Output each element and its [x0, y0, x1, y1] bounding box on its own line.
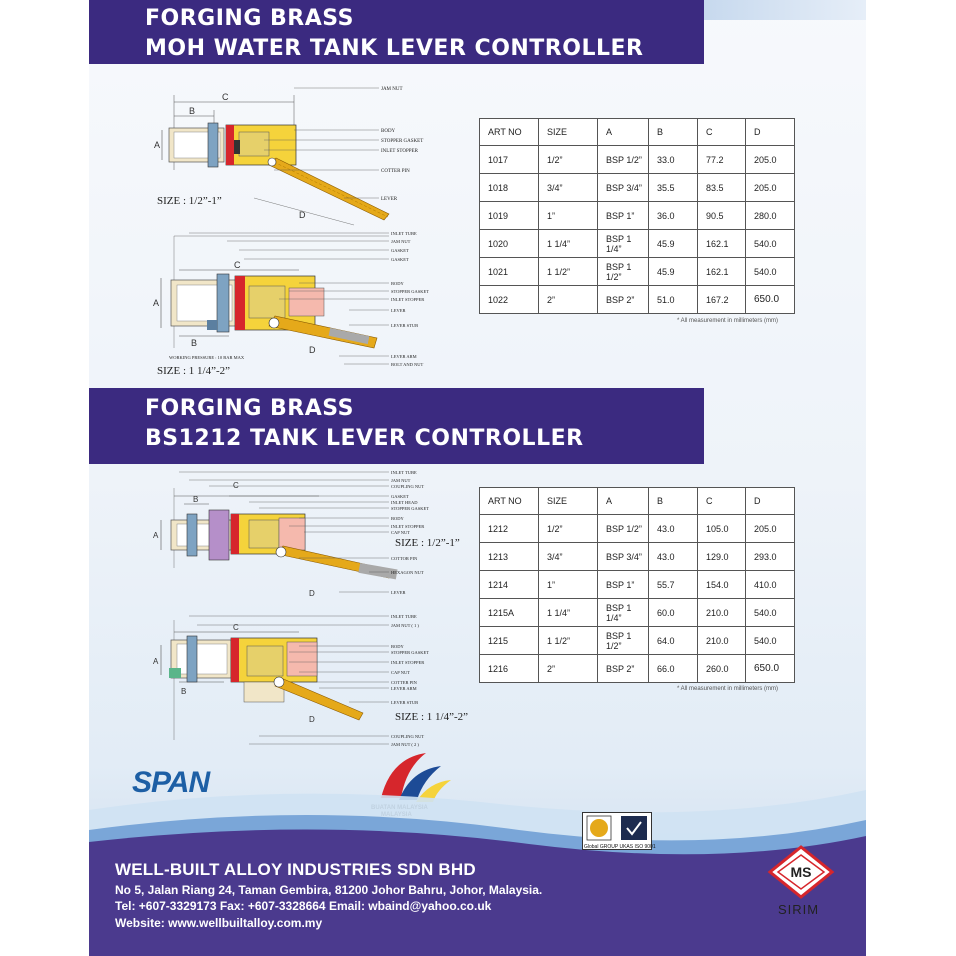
dim-a: A — [153, 298, 160, 308]
dim-d: D — [309, 345, 316, 355]
section2-diagram-small — [149, 468, 449, 603]
callout-body: BODY — [381, 129, 396, 134]
callout-inlet-stopper: INLET STOPPER — [391, 297, 425, 302]
col-a: A — [598, 119, 649, 146]
col-art-no: ART NO — [480, 119, 539, 146]
table-row — [480, 146, 795, 174]
dim-d: D — [299, 210, 306, 220]
dim-b: B — [193, 495, 199, 504]
iso-certification-text: Global GROUP UKAS ISO 9001 — [584, 844, 656, 850]
cell: 105.0 — [698, 515, 746, 543]
section1-diagram-large — [149, 228, 439, 373]
section2-size-label-large: SIZE : 1 1/4”-2” — [395, 711, 469, 723]
section2-title-line1: FORGING BRASS — [145, 396, 354, 421]
cell: 280.0 — [746, 202, 795, 230]
section2-banner — [89, 388, 704, 464]
section1-size-label-large: SIZE : 1 1/4”-2” — [157, 365, 231, 377]
callout-jam-nut-2: JAM NUT ( 2 ) — [391, 742, 419, 747]
cell: BSP 1” — [598, 202, 649, 230]
brochure-page — [89, 0, 866, 956]
callout-jam-nut: JAM NUT — [391, 478, 411, 483]
callout-lever-stub: LEVER STUB — [391, 323, 419, 328]
span-logo: SPAN — [132, 766, 210, 799]
callout-cotter-pin: COTTER PIN — [391, 680, 417, 685]
dim-d: D — [309, 715, 315, 724]
cell: 1215 — [480, 627, 539, 655]
col-b: B — [649, 119, 698, 146]
callout-gasket: GASKET — [391, 494, 409, 499]
cell: 1213 — [480, 543, 539, 571]
cell: 45.9 — [649, 258, 698, 286]
cell: 129.0 — [698, 543, 746, 571]
col-a: A — [598, 488, 649, 515]
table-row — [480, 655, 795, 683]
dim-c: C — [234, 260, 241, 270]
dim-c: C — [233, 623, 239, 632]
cell: BSP 1/2” — [598, 515, 649, 543]
callout-inlet-tube: INLET TUBE — [391, 614, 417, 619]
cell: 1021 — [480, 258, 539, 286]
cell: 1018 — [480, 174, 539, 202]
dim-a: A — [153, 657, 159, 666]
cell: BSP 2” — [598, 286, 649, 314]
callout-coupling-nut: COUPLING NUT — [391, 734, 425, 739]
cell: 1017 — [480, 146, 539, 174]
cell: 83.5 — [698, 174, 746, 202]
cell: 60.0 — [649, 599, 698, 627]
cell: 51.0 — [649, 286, 698, 314]
cell: 154.0 — [698, 571, 746, 599]
cell: 540.0 — [746, 627, 795, 655]
cell: 1216 — [480, 655, 539, 683]
cell: 3/4” — [539, 543, 598, 571]
cell: 162.1 — [698, 258, 746, 286]
cell: 540.0 — [746, 258, 795, 286]
col-art-no: ART NO — [480, 488, 539, 515]
callout-stopper-gasket: STOPPER GASKET — [381, 139, 424, 144]
cell: 1 1/2” — [539, 627, 598, 655]
cell: 2” — [539, 655, 598, 683]
section1-banner — [89, 0, 704, 64]
cell: 1 1/4” — [539, 230, 598, 258]
cell: 66.0 — [649, 655, 698, 683]
callout-inlet-stopper: INLET STOPPER — [381, 149, 418, 154]
table-row — [480, 174, 795, 202]
cell: 1” — [539, 202, 598, 230]
cell: 1215A — [480, 599, 539, 627]
callout-lever-stub: LEVER STUB — [391, 700, 419, 705]
cell: 1020 — [480, 230, 539, 258]
callout-stopper-gasket: STOPPER GASKET — [391, 650, 430, 655]
section2-table-note: * All measurement in millimeters (mm) — [677, 686, 779, 692]
table-row — [480, 286, 795, 314]
section1-diagram-small — [144, 80, 434, 230]
cell: 167.2 — [698, 286, 746, 314]
cell: BSP 1 1/2” — [598, 627, 649, 655]
cell: BSP 1 1/4” — [598, 230, 649, 258]
cell: 210.0 — [698, 599, 746, 627]
table-row — [480, 599, 795, 627]
callout-stopper-gasket: STOPPER GASKET — [391, 506, 430, 511]
section2-size-label-small: SIZE : 1/2”-1” — [395, 537, 460, 549]
company-address: No 5, Jalan Riang 24, Taman Gembira, 81200 Johor Bahru, Johor, Malaysia. — [115, 883, 543, 897]
ms-sirim-logo-icon — [766, 843, 836, 901]
table-row — [480, 543, 795, 571]
cell: 45.9 — [649, 230, 698, 258]
section1-table-note: * All measurement in millimeters (mm) — [677, 318, 779, 324]
cell: 1022 — [480, 286, 539, 314]
company-contact: Tel: +607-3329173 Fax: +607-3328664 Email: wbaind@yahoo.co.uk — [115, 899, 492, 913]
table-row — [480, 515, 795, 543]
col-c: C — [698, 488, 746, 515]
cell: 650.0 — [746, 286, 795, 314]
col-size: SIZE — [539, 119, 598, 146]
col-size: SIZE — [539, 488, 598, 515]
dim-d: D — [309, 589, 315, 598]
cell: BSP 2” — [598, 655, 649, 683]
cell: 1214 — [480, 571, 539, 599]
col-d: D — [746, 119, 795, 146]
table-row — [480, 627, 795, 655]
table-header-row — [480, 119, 795, 146]
section2-title-line2: BS1212 TANK LEVER CONTROLLER — [145, 426, 584, 451]
callout-lever: LEVER — [391, 308, 406, 313]
cell: 650.0 — [746, 655, 795, 683]
section1-spec-table — [479, 118, 795, 314]
cell: 293.0 — [746, 543, 795, 571]
cell: 90.5 — [698, 202, 746, 230]
cell: 55.7 — [649, 571, 698, 599]
cell: 540.0 — [746, 599, 795, 627]
callout-lever-arm: LEVER ARM — [391, 354, 417, 359]
dim-b: B — [191, 338, 198, 348]
cell: 1019 — [480, 202, 539, 230]
section2-spec-table — [479, 487, 795, 683]
callout-cottor-pin: COTTOR PIN — [391, 556, 418, 561]
dim-a: A — [154, 140, 161, 150]
callout-lever-arm: LEVER ARM — [391, 686, 417, 691]
cell: 205.0 — [746, 174, 795, 202]
cell: BSP 1 1/2” — [598, 258, 649, 286]
col-b: B — [649, 488, 698, 515]
callout-inlet-head: INLET HEAD — [391, 500, 418, 505]
callout-cap-nut: CAP NUT — [391, 530, 410, 535]
cell: 1/2” — [539, 515, 598, 543]
callout-jam-nut: JAM NUT — [391, 239, 411, 244]
cell: 162.1 — [698, 230, 746, 258]
cell: BSP 1/2” — [598, 146, 649, 174]
sirim-text: SIRIM — [778, 902, 820, 917]
cell: BSP 1” — [598, 571, 649, 599]
callout-lever: LEVER — [391, 590, 406, 595]
section1-title-line2: MOH WATER TANK LEVER CONTROLLER — [145, 36, 644, 61]
cell: 33.0 — [649, 146, 698, 174]
callout-inlet-stopper: INLET STOPPER — [391, 524, 425, 529]
cell: 205.0 — [746, 146, 795, 174]
cell: 77.2 — [698, 146, 746, 174]
cell: BSP 3/4” — [598, 174, 649, 202]
dim-c: C — [233, 481, 239, 490]
cell: 1 1/4” — [539, 599, 598, 627]
callout-inlet-stopper: INLET STOPPER — [391, 660, 425, 665]
table-header-row — [480, 488, 795, 515]
section2-diagram-large — [149, 610, 439, 750]
cell: 410.0 — [746, 571, 795, 599]
table-row — [480, 202, 795, 230]
pressure-note: WORKING PRESSURE : 10 BAR MAX — [169, 355, 245, 360]
cell: 3/4” — [539, 174, 598, 202]
cell: 1212 — [480, 515, 539, 543]
callout-bolt-and-nut: BOLT AND NUT — [391, 362, 424, 367]
callout-jam-nut: JAM NUT — [381, 87, 403, 92]
callout-cap-nut: CAP NUT — [391, 670, 410, 675]
callout-body: BODY — [391, 644, 404, 649]
col-c: C — [698, 119, 746, 146]
dim-a: A — [153, 531, 159, 540]
cell: 1/2” — [539, 146, 598, 174]
cell: 43.0 — [649, 515, 698, 543]
callout-gasket: GASKET — [391, 248, 409, 253]
callout-hexagon-nut: HEXAGON NUT — [391, 570, 424, 575]
section1-title-line1: FORGING BRASS — [145, 6, 354, 31]
table-row — [480, 571, 795, 599]
company-name: WELL-BUILT ALLOY INDUSTRIES SDN BHD — [115, 860, 476, 879]
cell: 210.0 — [698, 627, 746, 655]
section1-size-label-small: SIZE : 1/2”-1” — [157, 195, 222, 207]
cell: 43.0 — [649, 543, 698, 571]
callout-body: BODY — [391, 516, 404, 521]
cell: 260.0 — [698, 655, 746, 683]
callout-gasket-2: GASKET — [391, 257, 409, 262]
col-d: D — [746, 488, 795, 515]
table-row — [480, 230, 795, 258]
cell: BSP 3/4” — [598, 543, 649, 571]
dim-c: C — [222, 92, 229, 102]
table-row — [480, 258, 795, 286]
cell: 36.0 — [649, 202, 698, 230]
callout-lever: LEVER — [381, 197, 398, 202]
callout-stopper-gasket: STOPPER GASKET — [391, 289, 430, 294]
ms-mark: MS — [790, 864, 812, 880]
cell: 1 1/2” — [539, 258, 598, 286]
callout-inlet-tube: INLET TUBE — [391, 231, 417, 236]
callout-coupling-nut: COUPLING NUT — [391, 484, 425, 489]
callout-inlet-tube: INLET TUBE — [391, 470, 417, 475]
cell: 2” — [539, 286, 598, 314]
cell: 1” — [539, 571, 598, 599]
dim-b: B — [181, 687, 187, 696]
cell: 64.0 — [649, 627, 698, 655]
callout-cotter-pin: COTTER PIN — [381, 169, 410, 174]
cell: BSP 1 1/4” — [598, 599, 649, 627]
callout-jam-nut-1: JAM NUT ( 1 ) — [391, 623, 419, 628]
company-website: Website: www.wellbuiltalloy.com.my — [115, 916, 323, 930]
cell: 540.0 — [746, 230, 795, 258]
header-accent — [704, 0, 866, 20]
callout-body: BODY — [391, 281, 404, 286]
dim-b: B — [189, 106, 196, 116]
cell: 35.5 — [649, 174, 698, 202]
cell: 205.0 — [746, 515, 795, 543]
